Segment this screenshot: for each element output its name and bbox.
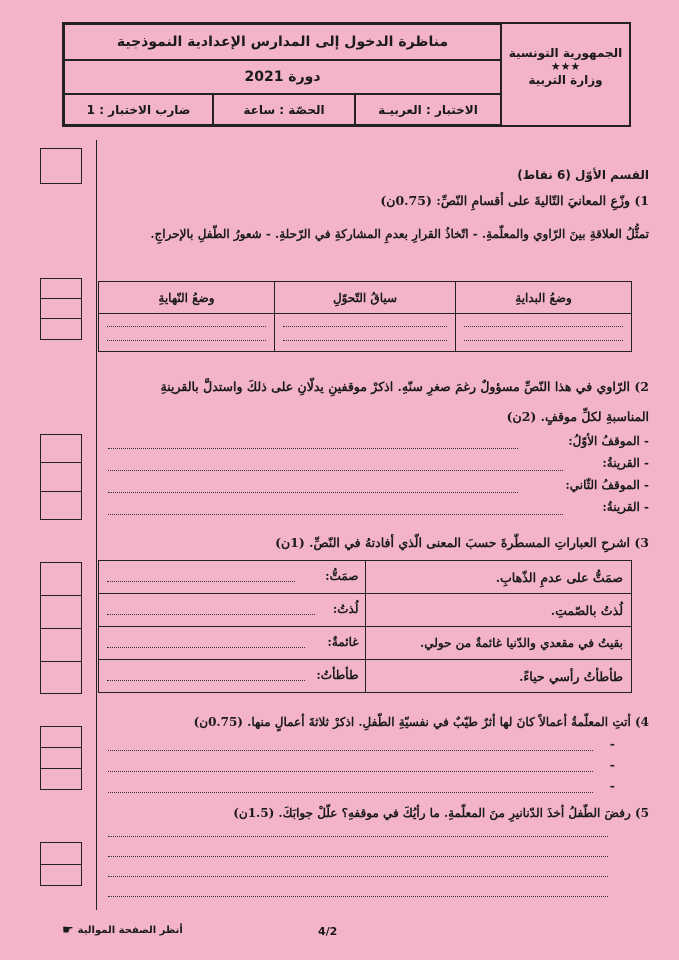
grade-box-divider: [40, 595, 82, 596]
q3-word-2: لُذتُ:: [332, 602, 359, 616]
q1-table: [98, 281, 632, 352]
q1-answer-end[interactable]: [99, 314, 275, 352]
q2-line-1: - الموقفُ الأوّلُ:: [568, 434, 649, 448]
grade-box-divider: [40, 768, 82, 769]
q3-answer-2[interactable]: [99, 594, 366, 627]
q2-prompt: 2) الرّاوي في هذا النّصِّ مسؤولٌ رغمَ صغرِ سنّهِ. اذكرْ موقفينِ يدلّانِ على ذلكَ واستدلَّ بالقرينةِ المناسبةِ لكلِّ موقفٍ. (2ن): [160, 379, 649, 424]
q1-items: تمثُّلُ العلاقةِ بينَ الرّاوي والمعلّمةِ. - اتّخاذُ القرارِ بعدمِ المشاركةِ في الرّحلةِ. - شعورُ الطّفلِ بالإحراجِ.: [150, 227, 649, 241]
q3-answer-4[interactable]: [99, 660, 366, 693]
q5-answer-2[interactable]: [108, 856, 608, 857]
q3-word-4: طأطأتُ:: [316, 668, 359, 682]
exam-subject-cell: الاختبار : العربيـة: [355, 94, 501, 125]
q1-answer-start[interactable]: [456, 314, 632, 352]
grade-box-q4[interactable]: [40, 726, 82, 790]
grade-box-divider: [40, 628, 82, 629]
grade-box-section[interactable]: [40, 148, 82, 184]
q5-prompt: 5) رفضَ الطّفلُ أخذَ الدّنانيرِ منَ المعلّمةِ. ما رأيُكَ في موقفهِ؟ علّلْ جوابَكَ. (1.5ن): [233, 806, 649, 820]
pointing-hand-icon: ☛: [62, 923, 74, 938]
q3-answer-1[interactable]: [99, 561, 366, 594]
q5-answer-1[interactable]: [108, 836, 608, 837]
grade-box-q1[interactable]: [40, 278, 82, 340]
q3-answer-3[interactable]: [99, 627, 366, 660]
margin-line: [96, 140, 97, 910]
q4-bullet-1: -: [609, 736, 615, 751]
q5-answer-3[interactable]: [108, 876, 608, 877]
stars: ★★★: [550, 60, 581, 73]
q3-table: [98, 560, 632, 693]
q2-line-4: - القرينةُ:: [602, 500, 649, 514]
q3-sentence-2: لُذتُ بالصّمتِ.: [365, 594, 632, 627]
grade-box-divider: [40, 864, 82, 865]
grade-box-divider: [40, 661, 82, 662]
q3-prompt: 3) اشرحِ العباراتِ المسطّرةَ حسبَ المعنى الّذي أفادتهُ في النّصِّ. (1ن): [275, 535, 649, 550]
duration-cell: الحصّة : ساعة: [213, 94, 355, 125]
grade-box-divider: [40, 491, 82, 492]
q4-prompt: 4) أتتِ المعلّمةُ أعمالاً كانَ لها أثرٌ طيّبٌ في نفسيّةِ الطّفلِ. اذكرْ ثلاثةَ أعمالٍ منها. (0.75ن): [193, 715, 649, 729]
republic-label: الجمهورية التونسية: [508, 46, 623, 60]
q1-col-end: وضعُ النّهايةِ: [99, 282, 275, 314]
q4-bullet-2: -: [609, 757, 615, 772]
coefficient-cell: ضارب الاختبار : 1: [64, 94, 213, 125]
next-page-note: [62, 923, 183, 938]
page-number: 4/2: [318, 925, 338, 938]
q1-answer-shift[interactable]: [274, 314, 455, 352]
q1-col-start: وضعُ البدايةِ: [456, 282, 632, 314]
q1-col-shift: سياقُ التّحوّلِ: [274, 282, 455, 314]
q3-sentence-4: طأطأتُ رأسي حياءً.: [365, 660, 632, 693]
q4-answer-1[interactable]: [108, 750, 593, 751]
q1-prompt: 1) وزّعِ المعانيَ التّاليةَ على أقسامِ النّصِّ: (0.75ن): [380, 193, 649, 208]
q4-bullet-3: -: [609, 778, 615, 793]
exam-title: مناظرة الدخول إلى المدارس الإعدادية النموذجية: [64, 24, 501, 60]
grade-box-divider: [40, 462, 82, 463]
ministry-label: وزارة التربية: [528, 73, 603, 87]
grade-box-q2[interactable]: [40, 434, 82, 520]
grade-box-divider: [40, 318, 82, 319]
q2-line-2: - القرينةُ:: [602, 456, 649, 470]
q3-word-3: غائمةٌ:: [327, 635, 359, 649]
q4-answer-2[interactable]: [108, 771, 593, 772]
q3-word-1: صمَتُّ:: [325, 569, 359, 583]
q3-sentence-1: صمَتُّ على عدمِ الذّهابِ.: [365, 561, 632, 594]
q2-answer-2[interactable]: [108, 470, 563, 471]
q2-answer-1[interactable]: [108, 448, 518, 449]
q5-answer-4[interactable]: [108, 896, 608, 897]
republic-block: [501, 24, 629, 125]
next-page-label: أنظر الصفحة الموالية: [77, 925, 183, 936]
q4-answer-3[interactable]: [108, 792, 593, 793]
q2-answer-4[interactable]: [108, 514, 563, 515]
q3-sentence-3: بقيتُ في مقعدي والدّنيا غائمةٌ من حولي.: [365, 627, 632, 660]
q2-line-3: - الموقفُ الثّاني:: [565, 478, 649, 492]
section-title: القسم الأوّل (6 نقاط): [517, 168, 649, 182]
session-year: دورة 2021: [64, 60, 501, 94]
grade-box-divider: [40, 298, 82, 299]
grade-box-divider: [40, 747, 82, 748]
q2-answer-3[interactable]: [108, 492, 518, 493]
